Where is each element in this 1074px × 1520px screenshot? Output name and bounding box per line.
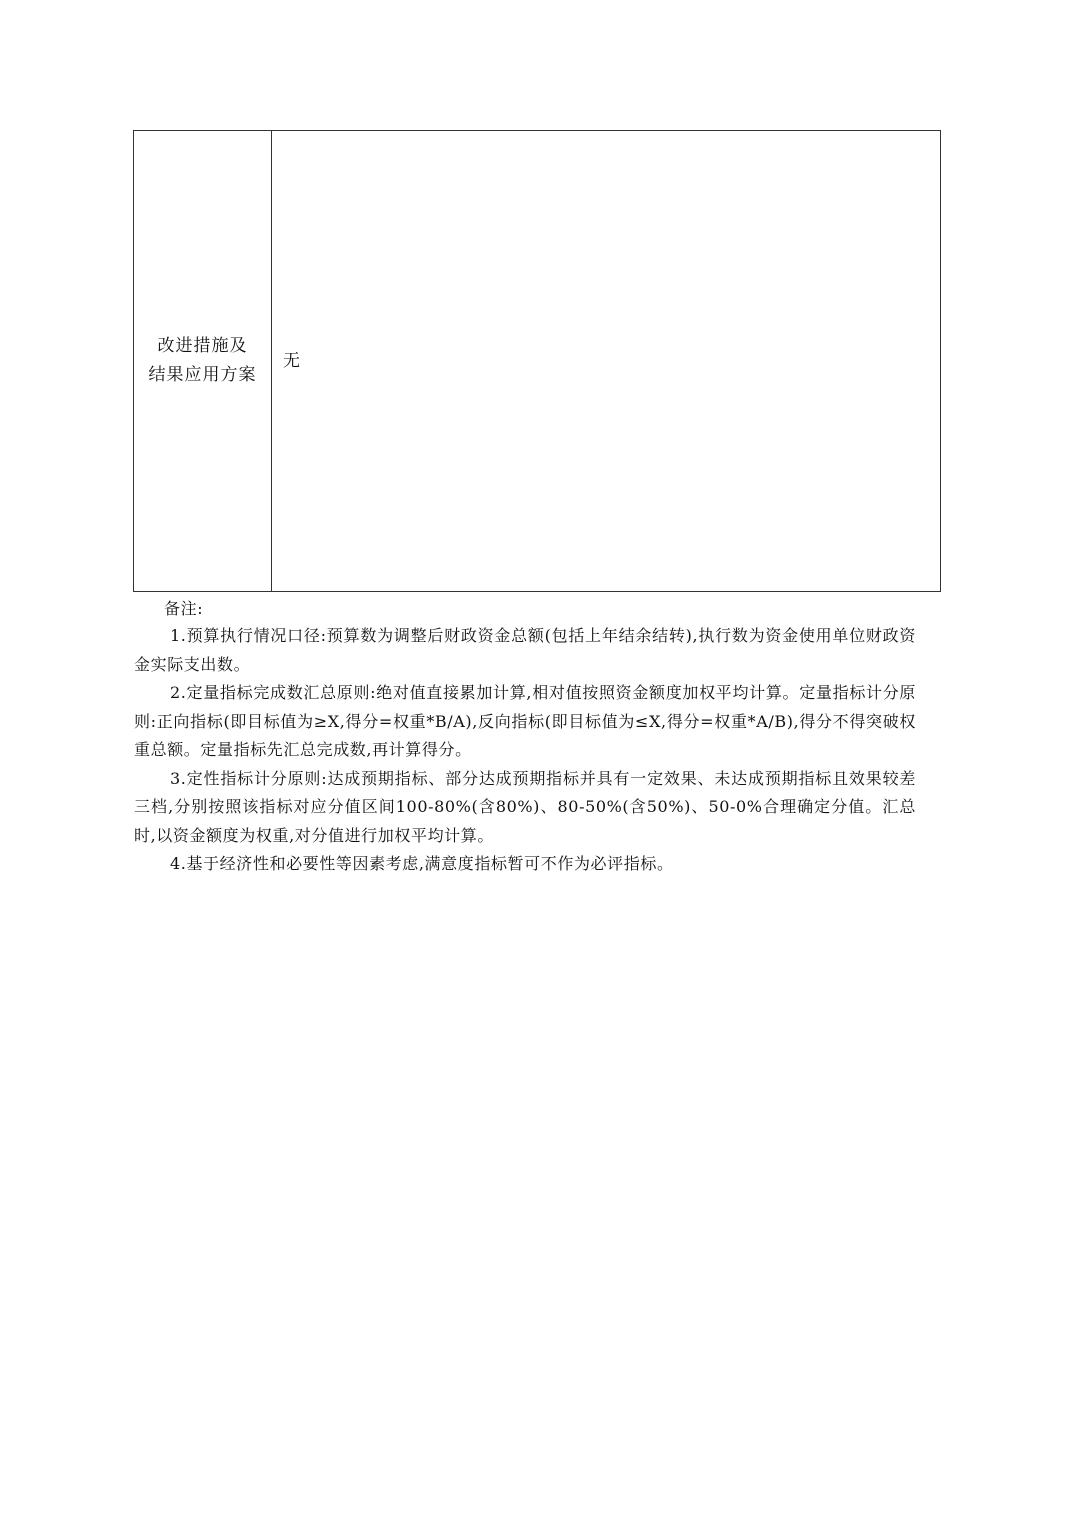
improvement-table — [133, 130, 941, 592]
note-item-1: 1.预算执行情况口径:预算数为调整后财政资金总额(包括上年结余结转),执行数为资金使用单位财政资金实际支出数。 — [134, 626, 916, 674]
row-value-cell — [272, 131, 940, 591]
row-label-line1: 改进措施及 — [157, 336, 248, 356]
row-value: 无 — [283, 351, 300, 371]
notes-title: 备注: — [164, 599, 204, 618]
row-label-cell — [134, 131, 272, 591]
note-item-4: 4.基于经济性和必要性等因素考虑,满意度指标暂可不作为必评指标。 — [170, 854, 674, 873]
note-item-2: 2.定量指标完成数汇总原则:绝对值直接累加计算,相对值按照资金额度加权平均计算。定量指标计分原则:正向指标(即目标值为≥X,得分=权重*B/A),反向指标(即目标值为≤X,得分=权重*A/B),得分不得突破权重总额。定量指标先汇总完成数,再计算得分。 — [134, 683, 916, 759]
note-item-3: 3.定性指标计分原则:达成预期指标、部分达成预期指标并具有一定效果、未达成预期指标且效果较差三档,分别按照该指标对应分值区间100-80%(含80%)、80-50%(含50%)、50-0%合理确定分值。汇总时,以资金额度为权重,对分值进行加权平均计算。 — [134, 768, 916, 845]
row-label-line2: 结果应用方案 — [148, 365, 257, 385]
notes-section — [134, 596, 916, 879]
